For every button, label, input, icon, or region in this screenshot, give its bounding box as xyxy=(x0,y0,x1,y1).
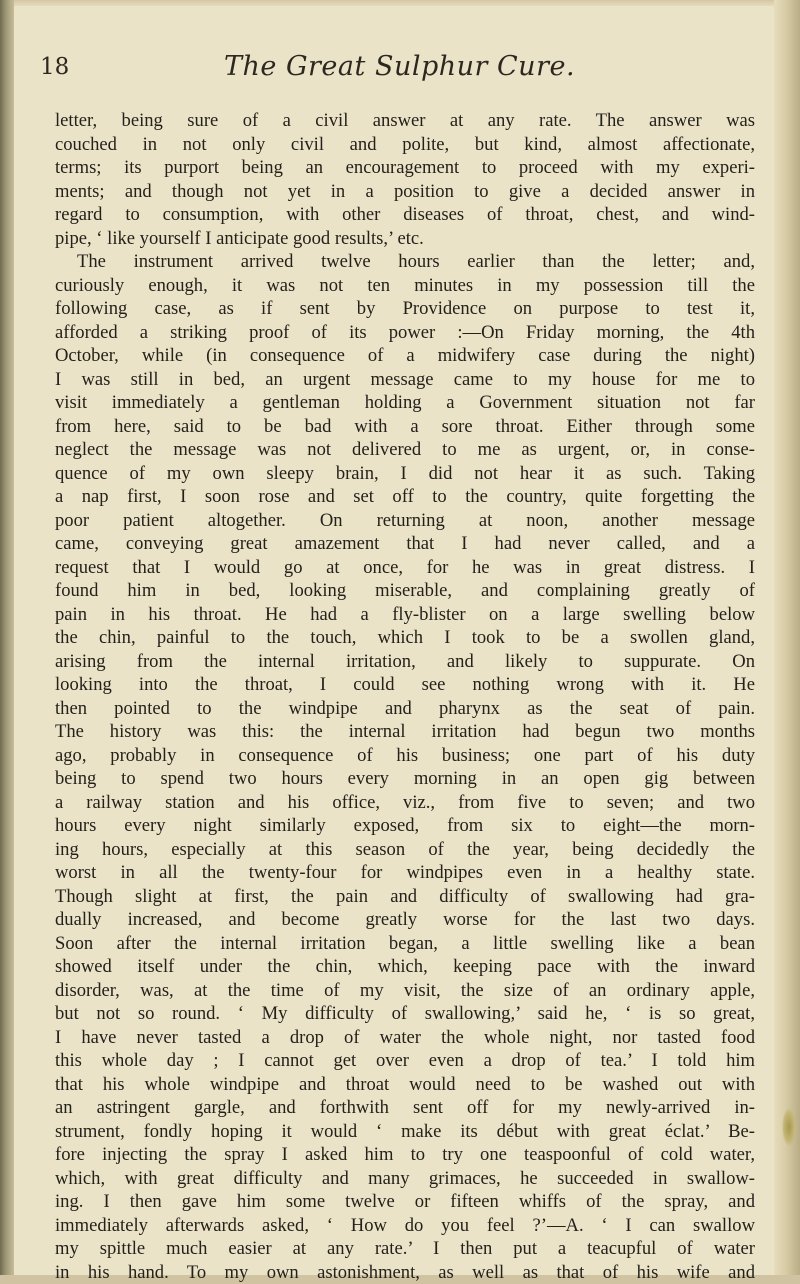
text-line: that his whole windpipe and throat would need to be washed out with xyxy=(55,1073,755,1097)
text-line: Though slight at first, the pain and difficulty of swallowing had gra- xyxy=(55,885,755,909)
text-line: my spittle much easier at any rate.’ I then put a teacupful of water xyxy=(55,1237,755,1261)
text-line: pain in his throat. He had a fly-blister on a large swelling below xyxy=(55,603,755,627)
text-line: worst in all the twenty-four for windpipes even in a healthy state. xyxy=(55,861,755,885)
text-line: dually increased, and become greatly worse for the last two days. xyxy=(55,908,755,932)
running-title: The Great Sulphur Cure. xyxy=(224,51,575,82)
text-line: found him in bed, looking miserable, and complaining greatly of xyxy=(55,579,755,603)
text-line: letter, being sure of a civil answer at any rate. The answer was xyxy=(55,109,755,133)
text-line: I have never tasted a drop of water the whole night, nor tasted food xyxy=(55,1026,755,1050)
text-line: request that I would go at once, for he was in great distress. I xyxy=(55,556,755,580)
text-line: ments; and though not yet in a position to give a decided answer in xyxy=(55,180,755,204)
text-line: quence of my own sleepy brain, I did not hear it as such. Taking xyxy=(55,462,755,486)
page-number: 18 xyxy=(40,54,69,80)
page-stain xyxy=(782,1108,796,1146)
text-line: Soon after the internal irritation began, a little swelling like a bean xyxy=(55,932,755,956)
text-line: couched in not only civil and polite, but kind, almost affectionate, xyxy=(55,133,755,157)
page-fore-edge xyxy=(774,0,800,1275)
text-line: a nap first, I soon rose and set off to the country, quite forgetting the xyxy=(55,485,755,509)
text-line: immediately afterwards asked, ‘ How do you feel ?’—A. ‘ I can swallow xyxy=(55,1214,755,1238)
text-line: a railway station and his office, viz., from five to seven; and two xyxy=(55,791,755,815)
text-line: an astringent gargle, and forthwith sent off for my newly-arrived in- xyxy=(55,1096,755,1120)
book-gutter-edge xyxy=(0,0,14,1275)
text-line: The instrument arrived twelve hours earlier than the letter; and, xyxy=(55,250,755,274)
text-line: the chin, painful to the touch, which I took to be a swollen gland, xyxy=(55,626,755,650)
text-line: ing hours, especially at this season of the year, being decidedly the xyxy=(55,838,755,862)
text-line: showed itself under the chin, which, keeping pace with the inward xyxy=(55,955,755,979)
text-line: arising from the internal irritation, and likely to suppurate. On xyxy=(55,650,755,674)
book-page xyxy=(14,6,774,1275)
text-line: ago, probably in consequence of his business; one part of his duty xyxy=(55,744,755,768)
text-line: but not so round. ‘ My difficulty of swallowing,’ said he, ‘ is so great, xyxy=(55,1002,755,1026)
text-line: October, while (in consequence of a midwifery case during the night) xyxy=(55,344,755,368)
text-line: fore injecting the spray I asked him to try one teaspoonful of cold water, xyxy=(55,1143,755,1167)
text-line: disorder, was, at the time of my visit, the size of an ordinary apple, xyxy=(55,979,755,1003)
text-line: neglect the message was not delivered to me as urgent, or, in conse- xyxy=(55,438,755,462)
text-line: terms; its purport being an encouragement to proceed with my experi- xyxy=(55,156,755,180)
text-line: pipe, ‘ like yourself I anticipate good results,’ etc. xyxy=(55,227,755,251)
text-line: ing. I then gave him some twelve or fifteen whiffs of the spray, and xyxy=(55,1190,755,1214)
running-head xyxy=(40,54,620,94)
text-line: The history was this: the internal irritation had begun two months xyxy=(55,720,755,744)
text-line: this whole day ; I cannot get over even a drop of tea.’ I told him xyxy=(55,1049,755,1073)
text-line: visit immediately a gentleman holding a Government situation not far xyxy=(55,391,755,415)
text-line: curiously enough, it was not ten minutes in my possession till the xyxy=(55,274,755,298)
text-line: afforded a striking proof of its power :—On Friday morning, the 4th xyxy=(55,321,755,345)
text-line: poor patient altogether. On returning at noon, another message xyxy=(55,509,755,533)
text-line: being to spend two hours every morning in an open gig between xyxy=(55,767,755,791)
text-line: I was still in bed, an urgent message came to my house for me to xyxy=(55,368,755,392)
body-text xyxy=(55,109,755,1284)
text-line: came, conveying great amazement that I had never called, and a xyxy=(55,532,755,556)
text-line: which, with great difficulty and many grimaces, he succeeded in swallow- xyxy=(55,1167,755,1191)
text-line: looking into the throat, I could see nothing wrong with it. He xyxy=(55,673,755,697)
text-line: strument, fondly hoping it would ‘ make its début with great éclat.’ Be- xyxy=(55,1120,755,1144)
text-line: from here, said to be bad with a sore throat. Either through some xyxy=(55,415,755,439)
text-line: in his hand. To my own astonishment, as well as that of his wife and xyxy=(55,1261,755,1284)
text-line: regard to consumption, with other diseases of throat, chest, and wind- xyxy=(55,203,755,227)
text-line: hours every night similarly exposed, from six to eight—the morn- xyxy=(55,814,755,838)
text-line: following case, as if sent by Providence on purpose to test it, xyxy=(55,297,755,321)
text-line: then pointed to the windpipe and pharynx as the seat of pain. xyxy=(55,697,755,721)
